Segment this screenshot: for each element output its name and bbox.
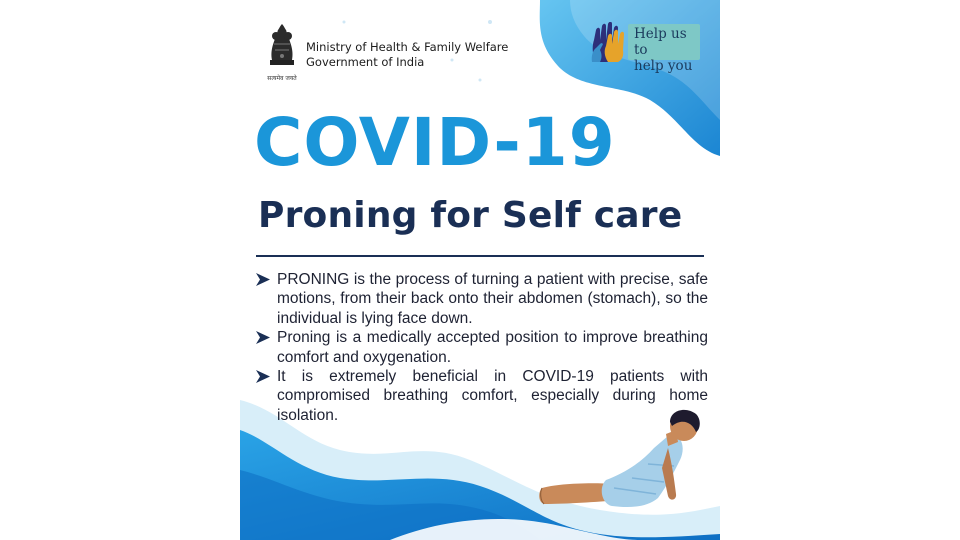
help-logo-text xyxy=(628,24,700,74)
emblem-caption: सत्यमेव जयते xyxy=(267,75,297,82)
bullet-text: It is extremely beneficial in COVID-19 patients with compromised breathing comfort, especially during home isolation. xyxy=(277,368,708,424)
hands-icon xyxy=(590,22,630,64)
title-divider xyxy=(256,255,704,257)
bullet-item xyxy=(256,270,708,328)
page-subtitle: Proning for Self care xyxy=(258,195,683,236)
bullet-item xyxy=(256,328,708,367)
ministry-line-2: Government of India xyxy=(306,55,425,69)
infographic-poster xyxy=(240,0,720,540)
bullet-list xyxy=(256,270,708,425)
help-logo-line-1: Help us to xyxy=(634,26,687,58)
bullet-text: Proning is a medically accepted position to improve breathing comfort and oxygenation. xyxy=(277,329,708,366)
proning-patient-illustration xyxy=(536,408,712,514)
ministry-line-1: Ministry of Health & Family Welfare xyxy=(306,40,509,54)
arrowhead-icon xyxy=(256,273,270,286)
page-title: COVID-19 xyxy=(254,104,616,181)
national-emblem-icon xyxy=(262,20,302,80)
arrowhead-icon xyxy=(256,331,270,344)
help-logo-line-2: help you xyxy=(634,58,693,74)
arrowhead-icon xyxy=(256,370,270,383)
help-us-logo xyxy=(590,22,702,74)
ministry-name xyxy=(306,40,508,70)
bullet-text: PRONING is the process of turning a patient with precise, safe motions, from their back onto their abdomen (stomach), so the individual is lying face down. xyxy=(277,271,708,327)
